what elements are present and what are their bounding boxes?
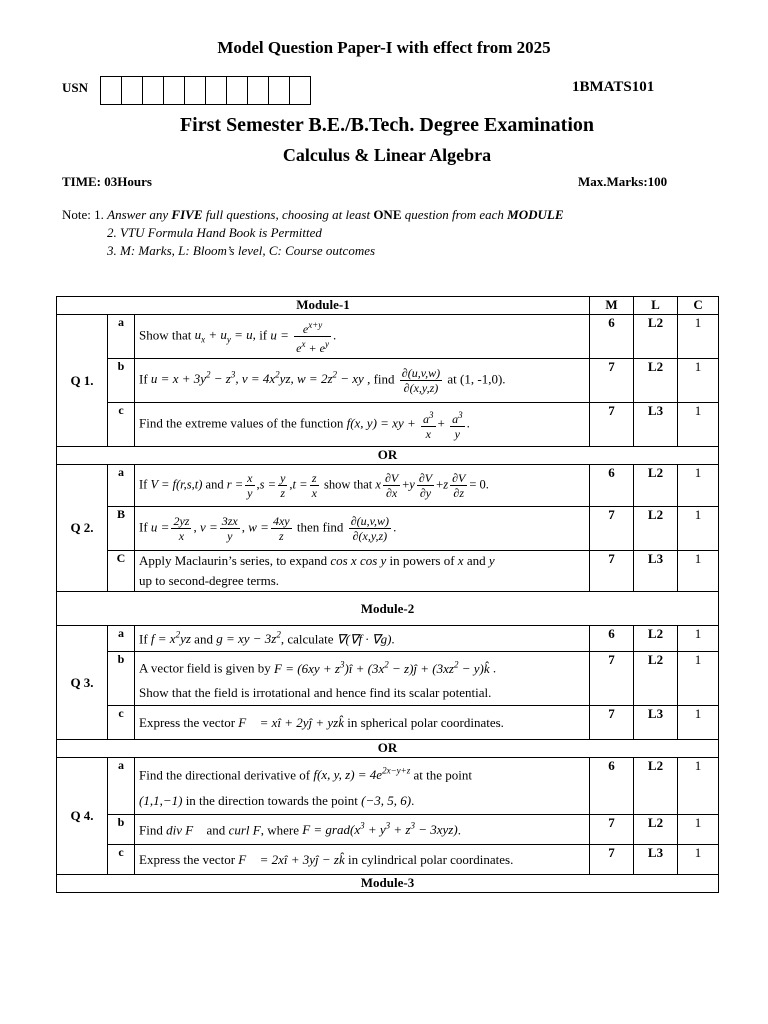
part-label: b (108, 652, 135, 706)
table-row (57, 359, 719, 403)
col-level: L (634, 297, 678, 315)
question-text: If $u = x + 3y^2 - z^3$, $v = 4x^2yz$, $w = 2z^2$ − xy , find $\frac{\partial(u,v,w)}{\partial(x,y,z)}$ at (1, -1,0). (135, 359, 590, 403)
marks-cell: 7 (590, 403, 634, 447)
subject-title: Calculus & Linear Algebra (282, 145, 492, 165)
outcome-cell: 1 (678, 551, 719, 592)
part-label: a (108, 465, 135, 507)
question-text: Express the vector F⃗ = xî + 2yĵ + yzk̂ in spherical polar coordinates. (135, 706, 590, 740)
question-text: Apply Maclaurin’s series, to expand cos x cos y in powers of x and y up to second-degree terms. (135, 551, 590, 592)
question-text: Express the vector F⃗ = 2xî + 3yĵ − zk̂ in cylindrical polar coordinates. (135, 845, 590, 875)
subject-code: 1BMATS101 (572, 79, 655, 95)
part-label: a (108, 626, 135, 652)
col-marks: M (590, 297, 634, 315)
usn-box[interactable] (247, 76, 269, 105)
marks-cell: 7 (590, 845, 634, 875)
question-text: Show that $u_x + u_y = u$, if u = $\frac{e^{x+y}}{e^x + e^y}$ . (135, 315, 590, 359)
marks-cell: 6 (590, 465, 634, 507)
level-cell: L2 (634, 507, 678, 551)
question-label: Q 3. (57, 626, 108, 740)
marks-cell: 7 (590, 706, 634, 740)
part-label: B (108, 507, 135, 551)
module-3-header: Module-3 (57, 875, 719, 893)
marks-cell: 7 (590, 507, 634, 551)
marks-cell: 6 (590, 758, 634, 815)
or-row (57, 447, 719, 465)
table-row (57, 626, 719, 652)
level-cell: L3 (634, 403, 678, 447)
table-row (57, 758, 719, 815)
module-2-header: Module-2 (57, 592, 719, 626)
module-row (57, 875, 719, 893)
note-2: 2. VTU Formula Hand Book is Permitted (107, 225, 322, 240)
outcome-cell: 1 (678, 626, 719, 652)
question-text: If V = f(r,s,t) and r = $\frac{x}{y}$ ,s = $\frac{y}{z}$ ,t = $\frac{z}{x}$ show that x $\frac{\partial V}{\partial x}$ +y $\frac{\partial V}{\partial y}$ +z $\frac{\partial V}{\partial z}$ = 0. (135, 465, 590, 507)
question-text: Find div F⃗ and curl F, where $F = grad(x^3 + y^3 + z^3 - 3xyz)$. (135, 815, 590, 845)
outcome-cell: 1 (678, 706, 719, 740)
note-1: Note: 1. Answer any FIVE full questions, choosing at least ONE question from each MODULE (62, 207, 564, 222)
table-row (57, 465, 719, 507)
outcome-cell: 1 (678, 403, 719, 447)
exam-time: TIME: 03Hours (62, 174, 152, 189)
usn-box[interactable] (142, 76, 164, 105)
usn-box[interactable] (163, 76, 185, 105)
usn-box[interactable] (100, 76, 122, 105)
level-cell: L2 (634, 815, 678, 845)
question-text: A vector field is given by $F = (6xy + z^3)î + (3x^2$ − z)ĵ + ($3xz^2$ − y)k̂ . Show that the field is irrotational and hence find its scalar potential. (135, 652, 590, 706)
part-label: c (108, 403, 135, 447)
question-text: If $f = x^2yz$ and g = xy − $3z^2$, calculate ∇(∇f · ∇g). (135, 626, 590, 652)
question-text: Find the directional derivative of f(x, y, $z) = 4e^{2x-y+z}$ at the point (1,1,−1) in the direction towards the point (−3, 5, 6). (135, 758, 590, 815)
level-cell: L2 (634, 465, 678, 507)
marks-cell: 7 (590, 359, 634, 403)
level-cell: L3 (634, 845, 678, 875)
outcome-cell: 1 (678, 815, 719, 845)
outcome-cell: 1 (678, 315, 719, 359)
question-label: Q 4. (57, 758, 108, 875)
outcome-cell: 1 (678, 845, 719, 875)
or-divider: OR (57, 740, 719, 758)
marks-cell: 7 (590, 652, 634, 706)
usn-box[interactable] (184, 76, 206, 105)
question-table (56, 296, 719, 893)
col-outcome: C (678, 297, 719, 315)
part-label: b (108, 815, 135, 845)
part-label: c (108, 706, 135, 740)
note-3: 3. M: Marks, L: Bloom’s level, C: Course outcomes (107, 243, 376, 258)
question-text: Find the extreme values of the function f(x, y) = xy + $\frac{a^3}{x}$ + $\frac{a^3}{y}$ . (135, 403, 590, 447)
question-label: Q 1. (57, 315, 108, 447)
level-cell: L2 (634, 359, 678, 403)
or-divider: OR (57, 447, 719, 465)
table-row (57, 507, 719, 551)
outcome-cell: 1 (678, 758, 719, 815)
marks-cell: 7 (590, 551, 634, 592)
usn-box[interactable] (268, 76, 290, 105)
level-cell: L2 (634, 758, 678, 815)
outcome-cell: 1 (678, 652, 719, 706)
table-row (57, 652, 719, 706)
level-cell: L2 (634, 315, 678, 359)
part-label: a (108, 758, 135, 815)
table-header (57, 297, 719, 315)
paper-top-title: Model Question Paper-I with effect from 2025 (217, 38, 551, 57)
level-cell: L2 (634, 626, 678, 652)
module-row (57, 592, 719, 626)
usn-boxes (100, 76, 311, 105)
part-label: C (108, 551, 135, 592)
max-marks: Max.Marks:100 (578, 174, 668, 189)
level-cell: L3 (634, 706, 678, 740)
outcome-cell: 1 (678, 507, 719, 551)
level-cell: L2 (634, 652, 678, 706)
or-row (57, 740, 719, 758)
part-label: b (108, 359, 135, 403)
question-label: Q 2. (57, 465, 108, 592)
usn-box[interactable] (289, 76, 311, 105)
table-row (57, 403, 719, 447)
table-row (57, 551, 719, 592)
table-row (57, 845, 719, 875)
marks-cell: 6 (590, 315, 634, 359)
part-label: c (108, 845, 135, 875)
marks-cell: 6 (590, 626, 634, 652)
exam-title: First Semester B.E./B.Tech. Degree Examination (179, 114, 595, 136)
part-label: a (108, 315, 135, 359)
usn-box[interactable] (226, 76, 248, 105)
marks-cell: 7 (590, 815, 634, 845)
notes (62, 206, 564, 260)
module-1-header: Module-1 (57, 297, 590, 315)
table-row (57, 315, 719, 359)
usn-label: USN (62, 80, 89, 95)
outcome-cell: 1 (678, 359, 719, 403)
outcome-cell: 1 (678, 465, 719, 507)
question-text: If u = $\frac{2yz}{x}$ , v = $\frac{3zx}{y}$ , w = $\frac{4xy}{z}$ then find $\frac{\partial(u,v,w)}{\partial(x,y,z)}$ . (135, 507, 590, 551)
usn-box[interactable] (205, 76, 227, 105)
table-row (57, 815, 719, 845)
usn-box[interactable] (121, 76, 143, 105)
level-cell: L3 (634, 551, 678, 592)
table-row (57, 706, 719, 740)
